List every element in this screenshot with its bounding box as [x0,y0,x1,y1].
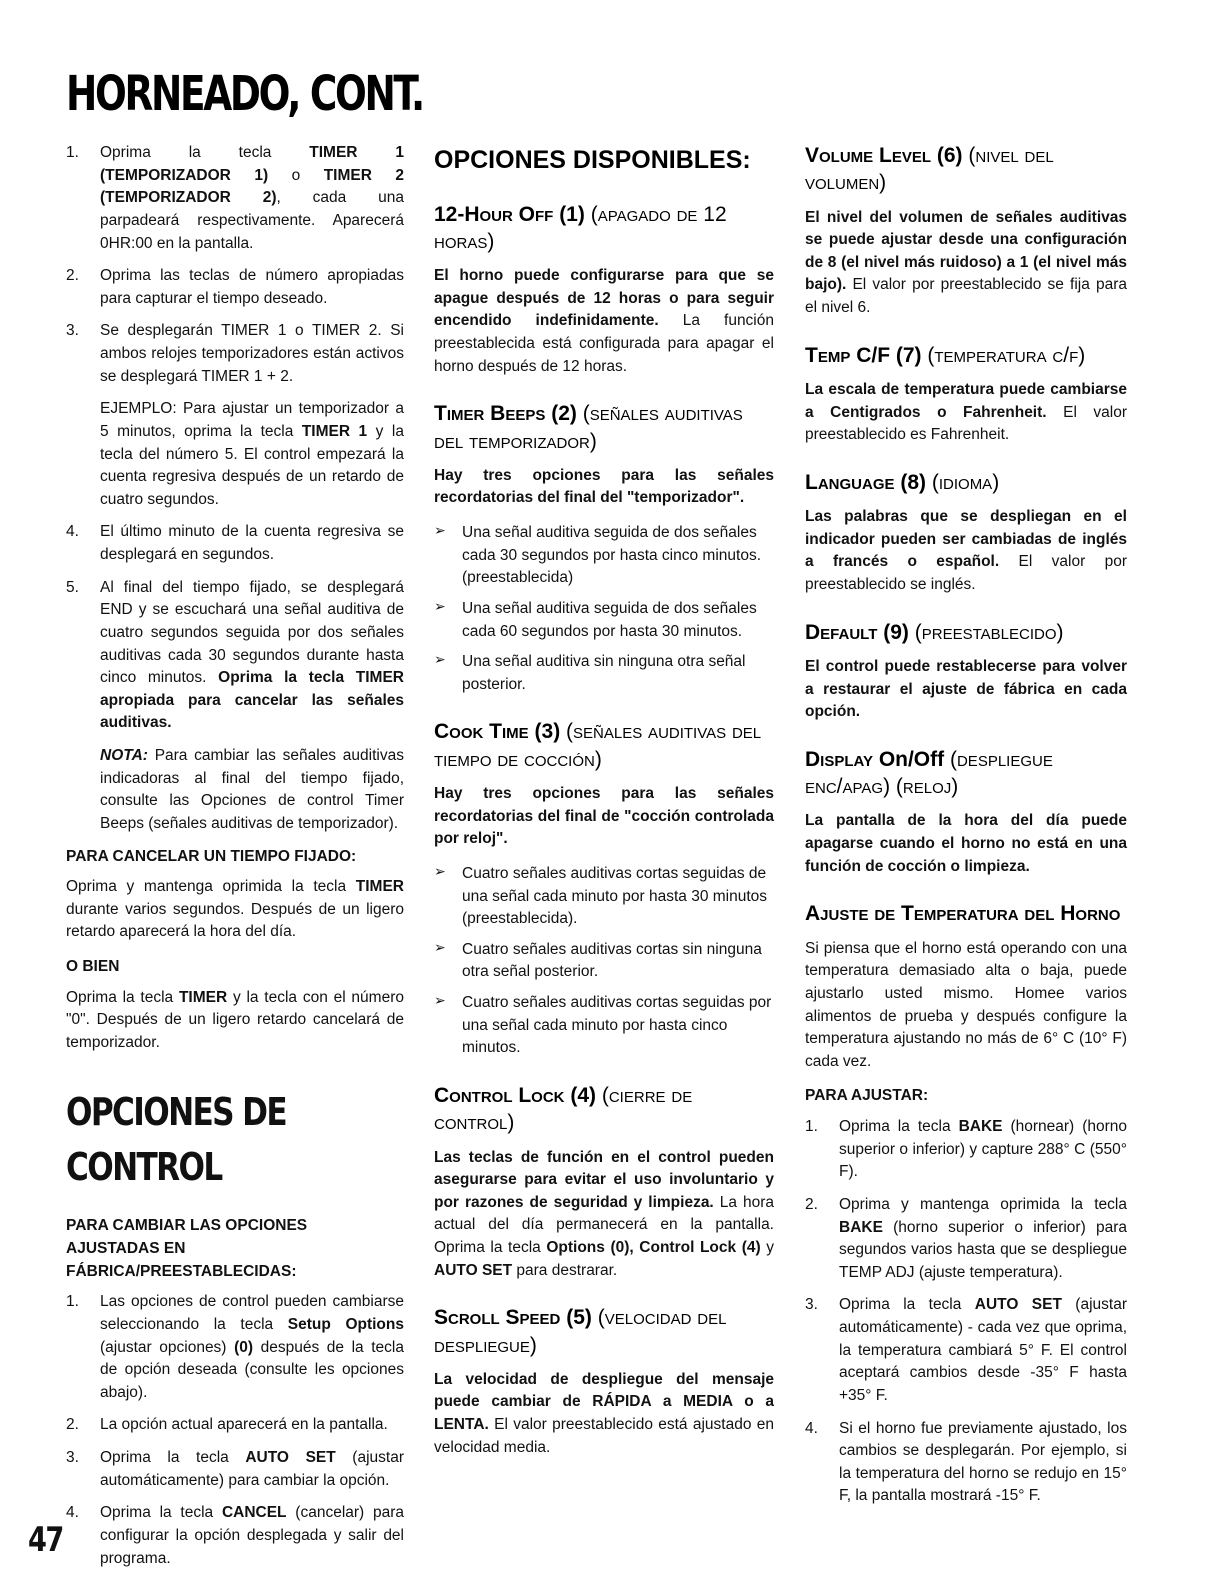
column-left [66,142,404,1580]
option-emphasis: La escala de temperatura puede cambiarse a Centigrados o Fahrenheit. [805,381,1127,421]
option-paragraph [805,656,1127,724]
step-number: 4. [805,1419,818,1437]
key-name: AUTO SET [974,1296,1062,1314]
or-heading: O BIEN [66,958,120,975]
list-item [66,265,404,310]
option-emphasis: La pantalla de la hora del día puede apagarse cuando el horno no está en una función de cocción o limpieza. [805,812,1127,875]
option-paragraph [805,207,1127,320]
or-text: y la tecla con el número "0". Después de un ligero retardo cancelará de temporizador. [66,988,404,1051]
list-item [805,1116,1127,1184]
or-text: Oprima la tecla [66,988,179,1006]
option-number: (2) [551,402,577,426]
column-right [805,142,1127,1518]
arrow-bullet-icon: ➢ [434,863,446,880]
step-text: Las opciones de control pueden cambiarse seleccionando la tecla [100,1293,404,1333]
option-description: (apagado de 12 horas) [434,202,727,253]
list-item [805,1418,1127,1509]
key-name: BAKE [839,1218,883,1236]
option-text: La función preestablecida está configurada para apagar el horno después de 12 horas. [434,312,774,375]
option-emphasis: Las teclas de función en el control pueden asegurarse para evitar el uso involuntario y por razones de seguridad y limpieza. [434,1148,774,1211]
change-heading: PARA CAMBIAR LAS OPCIONES AJUSTADAS EN FÁBRICA/PREESTABLECIDAS: [66,1217,308,1280]
option-emphasis: Hay tres opciones para las señales recordatorias del final del "temporizador". [434,466,774,507]
option-emphasis: Hay tres opciones para las señales recordatorias del final de "cocción controlada por reloj". [434,785,774,848]
section-title: OPCIONES DE CONTROL [66,1089,287,1189]
list-item [66,1502,404,1570]
step-text: Oprima la tecla [839,1296,975,1314]
option-number: (3) [534,720,561,744]
option-text: El valor preestablecido es Fahrenheit. [805,403,1127,444]
list-item [805,1294,1127,1407]
step-text: Oprima la tecla [100,144,310,161]
option-heading-language [805,469,1127,496]
key-name: TIMER [178,988,228,1006]
step-number: 4. [66,1504,79,1522]
option-heading-volume-level [805,142,1127,197]
list-item [66,1291,404,1404]
option-number: (5) [566,1306,592,1330]
column-middle [434,142,774,1471]
cancel-text: Oprima y mantenga oprimida la tecla [66,878,356,896]
option-number: (1) [559,202,585,226]
option-description: (nivel del volumen) [805,144,1054,195]
step-number: 1. [66,144,79,161]
list-item-text: Cuatro señales auditivas cortas sin ninguna otra señal posterior. [462,940,762,981]
step-text: El último minuto de la cuenta regresiva se desplegará en segundos. [100,523,404,563]
option-emphasis: La velocidad de despliegue del mensaje puede cambiar de RÁPIDA a MEDIA o a LENTA. [434,1370,774,1434]
step-number: 1. [66,1293,79,1311]
or-paragraph [66,987,404,1055]
option-heading-display-on-off [805,746,1127,801]
option-paragraph [434,1369,774,1460]
example-paragraph [100,398,404,511]
step-number: 2. [805,1195,818,1213]
option-description: (preestablecido) [914,620,1064,644]
list-item-text: Una señal auditiva sin ninguna otra señal posterior. [462,653,746,693]
step-text: (ajustar automáticamente) - cada vez que oprima, la temperatura cambiará 5° F. El control aceptará cambios desde -35° F hasta +35° F. [839,1296,1127,1404]
step-text: Oprima las teclas de número apropiadas para capturar el tiempo deseado. [100,267,404,307]
cancel-heading: PARA CANCELAR UN TIEMPO FIJADO: [66,847,357,865]
option-number: (8) [900,470,927,494]
list-item [434,598,774,643]
option-paragraph [434,265,774,378]
option-paragraph [434,783,774,851]
available-options-heading: OPCIONES DISPONIBLES: [434,146,751,174]
list-item [66,521,404,566]
step-text: Si el horno fue previamente ajustado, los cambios se desplegarán. Por ejemplo, si la temperatura del horno se redujo en 15° F, la pantalla mostrará -15° F. [839,1419,1127,1505]
step-emphasis: Oprima la tecla TIMER apropiada para cancelar las señales auditivas. [100,669,404,732]
cancel-paragraph [66,876,404,944]
option-name: Cook Time [434,720,529,744]
cancel-text: durante varios segundos. Después de un ligero retardo aparecerá la hora del día. [66,900,404,941]
option-number: On/Off [878,747,945,771]
arrow-bullet-icon: ➢ [434,598,446,615]
list-item-text: Una señal auditiva seguida de dos señales cada 30 segundos por hasta cinco minutos. (preestablecida) [462,524,761,587]
option-text: El valor preestablecido está ajustado en velocidad media. [434,1416,774,1456]
list-item-text: Cuatro señales auditivas cortas seguidas por una señal cada minuto por hasta cinco minutos. [462,994,772,1057]
step-number: 2. [66,267,79,285]
step-text: (hornear) (horno superior o inferior) y capture 288° C (550° F). [839,1118,1127,1181]
step-number: 3. [805,1296,818,1314]
option-description: (señales auditivas del tiempo de cocción) [434,720,762,771]
step-text: , cada una parpadeará respectivamente. Aparecerá 0HR:00 en la pantalla. [100,189,404,252]
note-paragraph [100,745,404,836]
list-item [66,1414,404,1437]
step-text: (ajustar opciones) [100,1338,235,1356]
option-description: (señales auditivas del temporizador) [434,402,743,453]
option-description: (idioma) [931,470,1000,494]
example-text: y la tecla del número 5. El control empezará la cuenta regresiva después de un retardo de cuatro segundos. [100,422,404,508]
option-heading-12-hour-off [434,201,774,256]
option-name: Scroll Speed [434,1306,561,1330]
adjust-subheading: PARA AJUSTAR: [805,1087,929,1105]
option-text: y [760,1239,774,1256]
option-paragraph [805,810,1127,878]
step-text: (horno superior o inferior) para segundos varios hasta que se despliegue TEMP ADJ (ajuste temperatura). [839,1218,1127,1281]
key-name: AUTO SET [245,1449,336,1467]
option-name: Volume Level [805,144,932,167]
example-text: EJEMPLO: Para ajustar un temporizador a 5 minutos, oprima la tecla [100,400,404,440]
option-name: Default [805,620,878,644]
option-emphasis: El control puede restablecerse para volver a restaurar el ajuste de fábrica en cada opción. [805,657,1127,721]
note-label: NOTA: [100,747,148,764]
step-text: Oprima la tecla [100,1504,222,1522]
option-number: (4) [570,1083,597,1107]
key-name: TIMER [355,878,404,896]
option-name: Timer Beeps [434,402,546,426]
option-text: El valor por preestablecido se inglés. [805,553,1128,594]
step-text: o [268,166,324,184]
option-heading-cook-time [434,718,774,773]
option-heading-scroll-speed [434,1304,774,1359]
step-text: Al final del tiempo fijado, se desplegará END y se escuchará una señal auditiva de cuatro segundos seguida por dos señales auditivas cada 30 segundos durante hasta cinco minutos. [100,578,404,687]
step-number: 1. [805,1118,818,1135]
option-name: Temp [805,343,851,367]
step-text: La opción actual aparecerá en la pantalla. [100,1416,388,1434]
step-text: después de la tecla de opción deseada (consulte les opciones abajo). [100,1338,404,1401]
list-item [434,992,774,1060]
oven-temp-adjust-heading [805,900,1127,927]
list-item [434,522,774,590]
option-description: (despliegue enc/apag) (reloj) [805,747,1053,799]
step-number: 3. [66,322,79,340]
step-text: Se desplegarán TIMER 1 o TIMER 2. Si ambos relojes temporizadores están activos se desplegará TIMER 1 + 2. [100,322,404,385]
step-text: Oprima la tecla [839,1118,959,1135]
step-text: Oprima la tecla [100,1449,246,1467]
option-paragraph [434,1147,774,1283]
timer-steps-list [66,142,404,836]
page-number: 47 [28,1520,63,1560]
option-paragraph [805,379,1127,447]
step-number: 2. [66,1416,79,1434]
option-number: (6) [936,144,963,167]
option-description: (velocidad del despliegue) [434,1306,727,1357]
option-emphasis: Las palabras que se despliegan en el indicador pueden ser cambiadas de inglés a francés o español. [805,508,1127,571]
step-number: 5. [66,578,79,596]
list-item [434,863,774,931]
timer-beeps-list [434,522,774,696]
list-item [66,1447,404,1492]
step-number: 4. [66,523,79,541]
option-emphasis: El horno puede configurarse para que se apague después de 12 horas o para seguir encendido indefinidamente. [434,267,774,330]
key-name: TIMER 1 [301,422,368,440]
option-description: (temperatura c/f) [927,343,1086,367]
key-name: TIMER 1 (TEMPORIZADOR 1) [100,144,404,184]
option-paragraph [434,465,774,510]
change-steps-list [66,1291,404,1570]
page-title: HORNEADO, CONT. [66,66,423,122]
option-name: 12-Hour Off [434,202,554,226]
key-name: CANCEL [221,1504,287,1522]
option-name: Control Lock [434,1083,565,1107]
option-number: (9) [883,620,909,644]
option-heading-default [805,619,1127,646]
key-name: AUTO SET [434,1261,513,1279]
list-item-text: Cuatro señales auditivas cortas seguidas de una señal cada minuto por hasta 30 minutos (preestablecida). [462,864,768,928]
option-heading-temp-cf [805,342,1127,369]
option-text: para destrarar. [512,1261,618,1279]
option-text: La hora actual del día permanecerá en la pantalla. Oprima la tecla [434,1193,774,1256]
option-emphasis: El nivel del volumen de señales auditivas se puede ajustar desde una configuración de 8 (el nivel más ruidoso) a 1 (el nivel más bajo). [805,208,1127,294]
key-name: Setup Options [287,1315,404,1333]
note-text: Para cambiar las señales auditivas indicadoras al final del tiempo fijado, consulte las Opciones de control Timer Beeps (señales auditivas de temporizador). [100,747,404,832]
list-item-text: Una señal auditiva seguida de dos señales cada 60 segundos por hasta 30 minutos. [462,599,757,640]
step-text: Oprima y mantenga oprimida la tecla [839,1195,1127,1213]
cook-time-list [434,863,774,1060]
adjust-paragraph: Si piensa que el horno está operando con una temperatura demasiado alta o baja, puede ajustarlo usted mismo. Homee varios alimentos de prueba y después configure la temperatura ajustando no más de 6° C (10° F) cada vez. [805,939,1127,1070]
step-text: (ajustar automáticamente) para cambiar la opción. [100,1449,404,1489]
option-name: Language [805,470,895,494]
option-paragraph [805,506,1127,597]
list-item [434,651,774,696]
list-item [66,320,404,511]
adjust-steps-list [805,1116,1127,1508]
arrow-bullet-icon: ➢ [434,939,446,956]
list-item [434,939,774,984]
option-text: El valor por preestablecido se fija para el nivel 6. [805,276,1127,317]
key-name: (0) [234,1338,254,1356]
option-name: Display [805,747,873,771]
step-text: (cancelar) para configurar la opción desplegada y salir del programa. [100,1504,405,1567]
list-item [66,142,404,255]
option-number: C/F (7) [856,343,922,367]
arrow-bullet-icon: ➢ [434,523,446,540]
key-name: BAKE [958,1118,1003,1135]
step-number: 3. [66,1449,79,1467]
option-description: (cierre de control) [434,1083,693,1135]
list-item [805,1194,1127,1285]
key-name: Options (0), Control Lock (4) [546,1239,761,1256]
list-item [66,577,404,836]
arrow-bullet-icon: ➢ [434,652,446,669]
key-name: TIMER 2 (TEMPORIZADOR 2) [100,166,405,207]
arrow-bullet-icon: ➢ [434,993,446,1010]
option-heading-control-lock [434,1082,774,1137]
option-heading-timer-beeps [434,400,774,455]
section-heading-text: Ajuste de Temperatura del Horno [805,902,1121,926]
